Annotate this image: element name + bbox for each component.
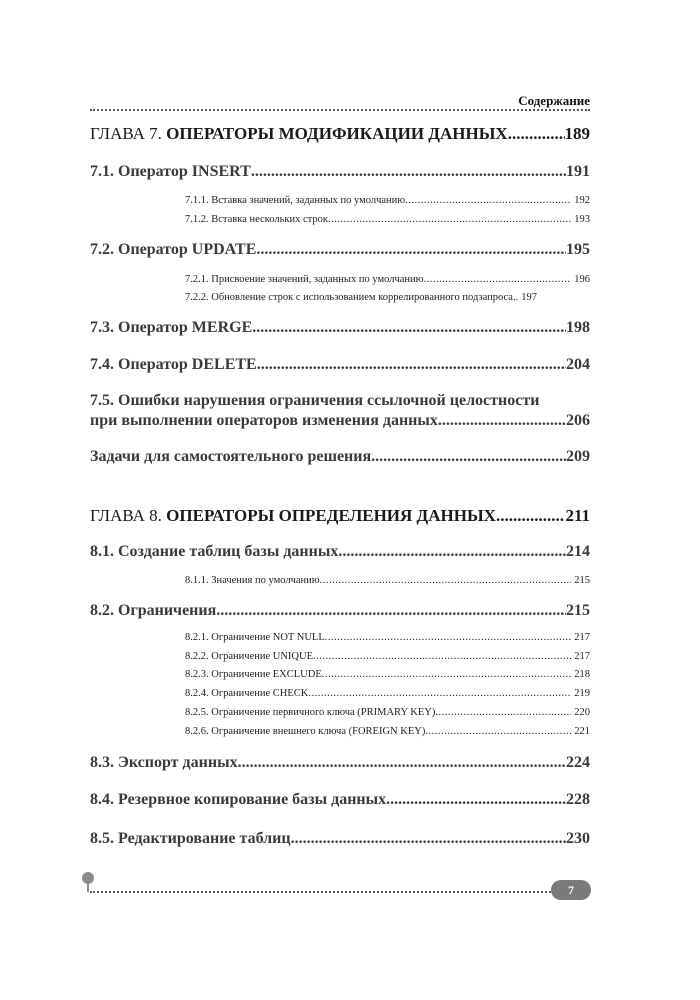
toc-subsection-8-2-3[interactable]: [185, 669, 590, 680]
toc-section-title-line1: 7.5. Ошибки нарушения ограничения ссылочной целостности: [90, 392, 540, 409]
dot-leader: [496, 506, 565, 526]
chapter-label: ГЛАВА 8.: [90, 506, 167, 525]
toc-section-7-1[interactable]: [90, 163, 590, 181]
dot-leader: [438, 412, 566, 430]
toc-page-number: 189: [564, 124, 590, 143]
toc-section-8-5[interactable]: [90, 830, 590, 848]
toc-subsection-8-2-6[interactable]: [185, 726, 590, 737]
toc-section-title: 7.4. Оператор DELETE: [90, 356, 257, 373]
footer-divider: [90, 891, 590, 893]
toc-page-number: 198: [566, 319, 590, 336]
dot-leader: [308, 688, 571, 699]
toc-section-8-3[interactable]: [90, 754, 590, 772]
toc-page-number: 211: [565, 506, 590, 525]
toc-chapter-7[interactable]: [90, 124, 590, 144]
toc-page-number: 228: [566, 791, 590, 808]
running-head: Содержание: [518, 93, 590, 108]
toc-chapter-8[interactable]: [90, 506, 590, 526]
toc-subsection-8-1-1[interactable]: [185, 575, 590, 586]
toc-subsection-title: 7.2.1. Присвоение значений, заданных по умолчанию: [185, 274, 424, 285]
toc-page-number: 209: [566, 448, 590, 465]
footer-bullet-icon: [82, 872, 94, 884]
dot-leader: [322, 669, 572, 680]
toc-page-number: 193: [574, 214, 590, 225]
dot-leader: [291, 830, 566, 848]
toc-section-8-2[interactable]: [90, 602, 590, 620]
toc-section-7-2[interactable]: [90, 241, 590, 259]
toc-section-title: 7.1. Оператор INSERT: [90, 163, 251, 180]
toc-tasks[interactable]: [90, 448, 590, 466]
toc-subsection-title: 8.1.1. Значения по умолчанию: [185, 575, 320, 586]
toc-section-title-line2: при выполнении операторов изменения данных: [90, 412, 438, 429]
toc-subsection-7-2-1[interactable]: [185, 274, 590, 285]
toc-subsection-title: 8.2.3. Ограничение EXCLUDE: [185, 669, 322, 680]
toc-page-number: 217: [574, 632, 590, 643]
toc-page-number: 224: [566, 754, 590, 771]
toc-section-title-line2-row: [90, 412, 590, 430]
dot-leader: [371, 448, 566, 466]
toc-subsection-8-2-4[interactable]: [185, 688, 590, 699]
toc-section-title: 7.3. Оператор MERGE: [90, 319, 253, 336]
chapter-label: ГЛАВА 7.: [90, 124, 167, 143]
dot-leader: [313, 651, 571, 662]
page-number-badge: 7: [551, 880, 591, 900]
dot-leader: [325, 632, 571, 643]
toc-subsection-7-2-2[interactable]: [185, 292, 590, 303]
toc-page-number: 215: [566, 602, 590, 619]
toc-page-number: 195: [566, 241, 590, 258]
toc-page-number: 196: [574, 274, 590, 285]
dot-leader: [216, 602, 566, 620]
dot-leader: [435, 707, 571, 718]
header-divider: [90, 109, 590, 111]
toc-subsection-title: 8.2.4. Ограничение CHECK: [185, 688, 309, 699]
dot-leader: [252, 319, 566, 337]
footer-bullet-stem: [87, 884, 89, 892]
dot-leader: [423, 274, 571, 285]
toc-page-number: 191: [566, 163, 590, 180]
chapter-title: ОПЕРАТОРЫ МОДИФИКАЦИИ ДАННЫХ: [166, 124, 508, 143]
toc-subsection-title: 8.2.1. Ограничение NOT NULL: [185, 632, 325, 643]
toc-subsection-8-2-1[interactable]: [185, 632, 590, 643]
dot-leader: [257, 356, 566, 374]
toc-page-number: 221: [574, 726, 590, 737]
dot-leader: [320, 575, 572, 586]
toc-page-number: 230: [566, 830, 590, 847]
toc-subsection-title: 7.1.1. Вставка значений, заданных по умолчанию: [185, 195, 406, 206]
chapter-title: ОПЕРАТОРЫ ОПРЕДЕЛЕНИЯ ДАННЫХ: [166, 506, 496, 525]
toc-section-title: 7.2. Оператор UPDATE: [90, 241, 257, 258]
toc-page-number: 215: [574, 575, 590, 586]
dot-leader: [386, 791, 566, 809]
toc-subsection-title: 8.2.6. Ограничение внешнего ключа (FOREIGN KEY): [185, 726, 426, 737]
dot-leader: [238, 754, 566, 772]
toc-subsection-title: 7.1.2. Вставка нескольких строк: [185, 214, 328, 225]
toc-section-title: 8.1. Создание таблиц базы данных: [90, 543, 339, 560]
toc-subsection-7-1-2[interactable]: [185, 214, 590, 225]
toc-subsection-title: 7.2.2. Обновление строк с использованием коррелированного подзапроса..: [185, 292, 519, 303]
dot-leader: [256, 241, 566, 259]
toc-subsection-title: 8.2.2. Ограничение UNIQUE: [185, 651, 313, 662]
toc-page-number: 204: [566, 356, 590, 373]
toc-section-title: 8.3. Экспорт данных: [90, 754, 238, 771]
toc-section-7-5[interactable]: [90, 392, 590, 430]
dot-leader: [328, 214, 571, 225]
toc-section-7-3[interactable]: [90, 319, 590, 337]
dot-leader: [425, 726, 571, 737]
toc-subsection-7-1-1[interactable]: [185, 195, 590, 206]
toc-page-number: 218: [574, 669, 590, 680]
toc-section-7-4[interactable]: [90, 356, 590, 374]
dot-leader: [251, 163, 566, 181]
toc-page-number: 217: [574, 651, 590, 662]
toc-section-title: 8.2. Ограничения: [90, 602, 217, 619]
toc-section-8-4[interactable]: [90, 791, 590, 809]
dot-leader: [405, 195, 571, 206]
toc-subsection-8-2-2[interactable]: [185, 651, 590, 662]
toc-section-title: 8.4. Резервное копирование базы данных: [90, 791, 387, 808]
toc-section-8-1[interactable]: [90, 543, 590, 561]
toc-page-number: 206: [566, 412, 590, 429]
dot-leader: [508, 124, 565, 144]
toc-section-title: Задачи для самостоятельного решения: [90, 448, 372, 465]
toc-page-number: 219: [574, 688, 590, 699]
toc-page-number: 220: [574, 707, 590, 718]
toc-page-number: 214: [566, 543, 590, 560]
toc-subsection-8-2-5[interactable]: [185, 707, 590, 718]
toc-section-title: 8.5. Редактирование таблиц: [90, 830, 291, 847]
toc-subsection-title: 8.2.5. Ограничение первичного ключа (PRIMARY KEY): [185, 707, 436, 718]
toc-page-number: 192: [574, 195, 590, 206]
toc-page-number: 197: [521, 292, 537, 303]
dot-leader: [338, 543, 566, 561]
